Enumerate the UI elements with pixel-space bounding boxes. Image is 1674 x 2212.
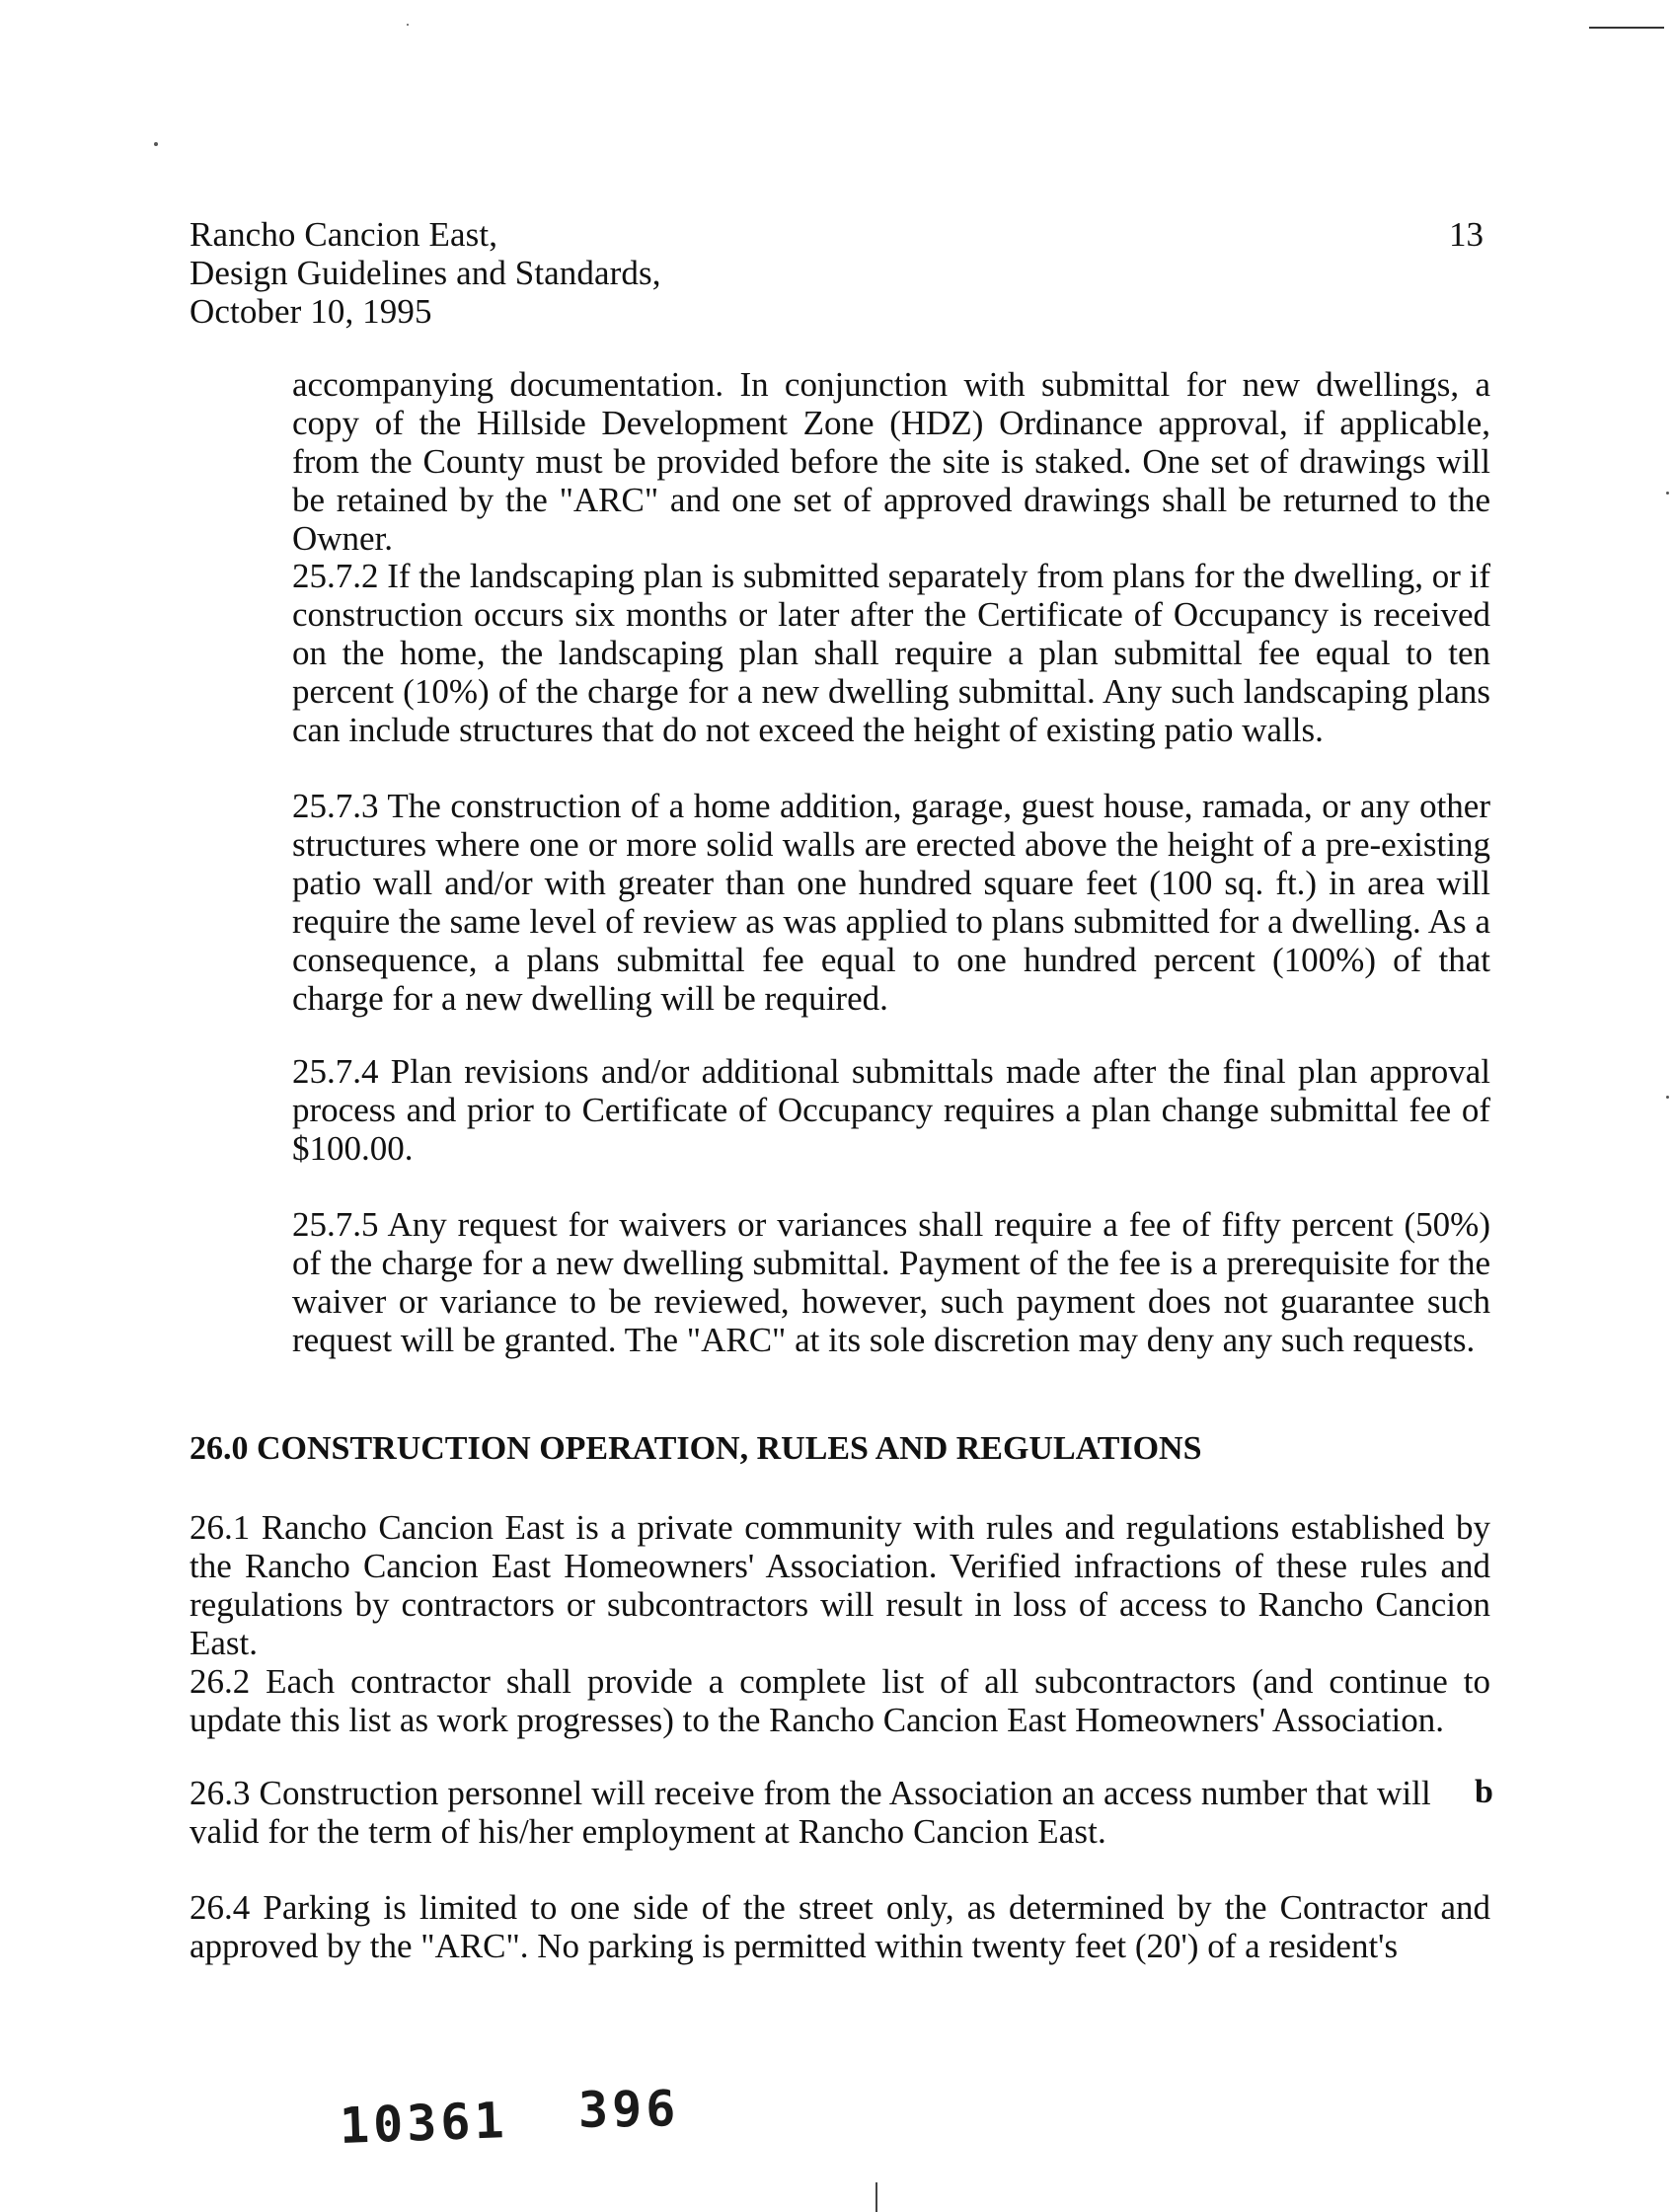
recording-book-number: 10361 [339,2092,509,2155]
scan-speck [1666,1096,1669,1099]
scan-edge-rule [1589,27,1664,29]
header-community-name: Rancho Cancion East, [190,215,498,254]
paragraph-25-7-3: 25.7.3 The construction of a home addition, garage, guest house, ramada, or any other structures where one or more solid walls are erected above the height of a pre-existing patio wall and/or with greater than one hundred square feet (100 sq. ft.) in area will require the same level of review as was applied to plans submitted for a dwelling. As a consequence, a plans submittal fee equal to one hundred percent (100%) of that charge for a new dwelling will be required. [292,787,1490,1018]
scan-edge-mark [875,2182,877,2212]
paragraph-26-4: 26.4 Parking is limited to one side of the street only, as determined by the Contractor and approved by the "ARC". No parking is permitted within twenty feet (20') of a resident's [190,1888,1490,1965]
scan-speck [154,142,158,146]
paragraph-26-1: 26.1 Rancho Cancion East is a private community with rules and regulations established by the Rancho Cancion East Homeowners' Association. Verified infractions of these rules and regulations by contractors or subcontractors will result in loss of access to Rancho Cancion East. [190,1508,1490,1662]
paragraph-26-3-line-2: valid for the term of his/her employment at Rancho Cancion East. [190,1812,1106,1851]
paragraph-26-3-line-1: 26.3 Construction personnel will receive from the Association an access number that will [190,1774,1431,1812]
paragraph-accompanying-documentation: accompanying documentation. In conjunction with submittal for new dwellings, a copy of the Hillside Development Zone (HDZ) Ordinance approval, if applicable, from the County must be provided before the site is staked. One set of drawings will be retained by the "ARC" and one set of approved drawings shall be returned to the Owner. [292,365,1490,558]
page-number: 13 [1449,215,1484,254]
handwritten-margin-mark: b [1475,1774,1493,1810]
header-date: October 10, 1995 [190,292,432,331]
section-heading-26: 26.0 CONSTRUCTION OPERATION, RULES AND REGULATIONS [190,1430,1202,1467]
header-document-title: Design Guidelines and Standards, [190,254,661,292]
paragraph-25-7-2: 25.7.2 If the landscaping plan is submitted separately from plans for the dwelling, or if construction occurs six months or later after the Certificate of Occupancy is received on the home, the landscaping plan shall require a plan submittal fee equal to ten percent (10%) of the charge for a new dwelling submittal. Any such landscaping plans can include structures that do not exceed the height of existing patio walls. [292,557,1491,749]
paragraph-25-7-5: 25.7.5 Any request for waivers or variances shall require a fee of fifty percent (50%) of the charge for a new dwelling submittal. Payment of the fee is a prerequisite for the waiver or variance to be reviewed, however, such payment does not guarantee such request will be granted. The "ARC" at its sole discretion may deny any such requests. [292,1205,1490,1359]
paragraph-25-7-4: 25.7.4 Plan revisions and/or additional submittals made after the final plan approval process and prior to Certificate of Occupancy requires a plan change submittal fee of $100.00. [292,1052,1490,1168]
scan-speck [407,24,409,26]
scan-speck [1666,492,1669,495]
recording-page-number: 396 [577,2080,680,2139]
paragraph-26-2: 26.2 Each contractor shall provide a complete list of all subcontractors (and continue to update this list as work progresses) to the Rancho Cancion East Homeowners' Association. [190,1662,1490,1739]
